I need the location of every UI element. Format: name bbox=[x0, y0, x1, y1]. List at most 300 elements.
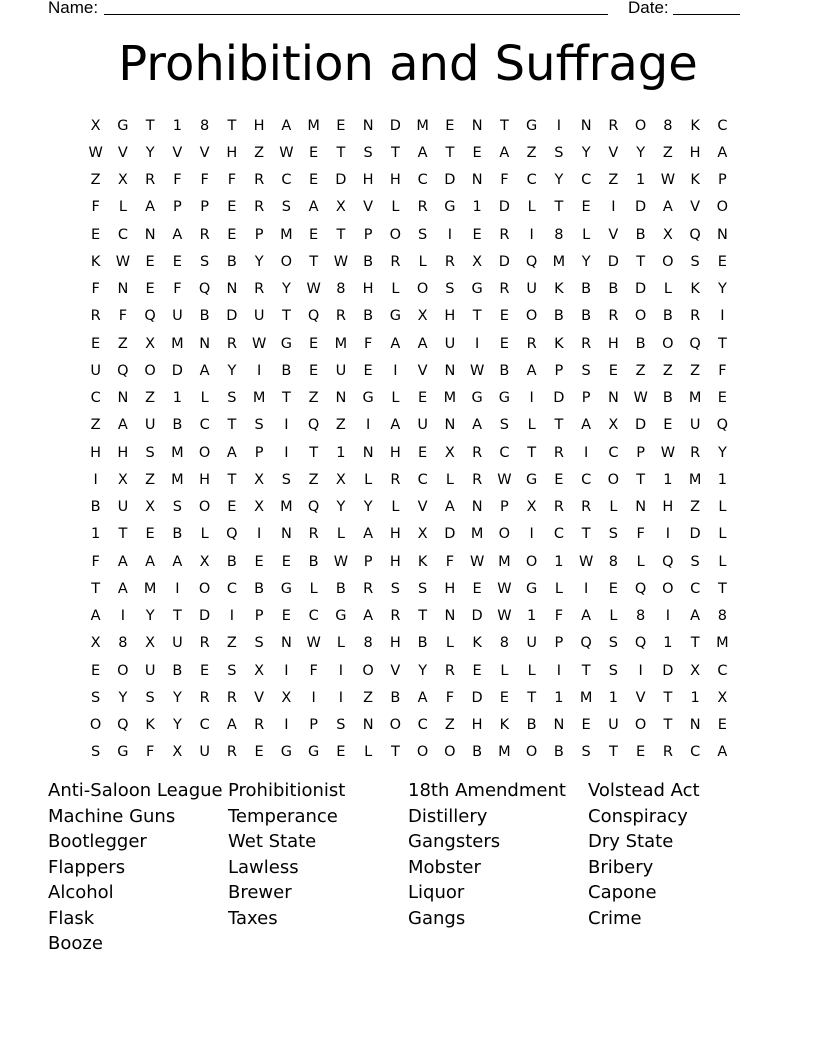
grid-letter: Z bbox=[90, 417, 101, 434]
grid-letter: O bbox=[716, 199, 729, 216]
grid-letter: Z bbox=[363, 689, 374, 706]
grid-letter: R bbox=[499, 281, 510, 298]
grid-letter: V bbox=[417, 499, 428, 516]
grid-letter: B bbox=[417, 635, 428, 652]
grid-letter: Z bbox=[526, 144, 537, 161]
grid-letter: H bbox=[389, 444, 401, 461]
grid-letter: V bbox=[635, 689, 646, 706]
grid-letter: Q bbox=[226, 526, 238, 543]
grid-letter: X bbox=[335, 471, 346, 488]
grid-letter: P bbox=[254, 226, 264, 243]
grid-letter: I bbox=[256, 362, 262, 379]
grid-letter: V bbox=[608, 226, 619, 243]
grid-letter: A bbox=[417, 689, 428, 706]
grid-letter: S bbox=[227, 390, 237, 407]
grid-letter: X bbox=[145, 499, 156, 516]
grid-letter: F bbox=[200, 172, 209, 189]
grid-letter: B bbox=[172, 662, 183, 679]
date-blank-line bbox=[673, 0, 740, 15]
grid-letter: P bbox=[554, 362, 564, 379]
grid-letter: F bbox=[91, 281, 100, 298]
grid-letter: T bbox=[554, 199, 564, 216]
grid-letter: W bbox=[306, 281, 321, 298]
grid-letter: T bbox=[445, 144, 455, 161]
grid-letter: Y bbox=[717, 444, 727, 461]
grid-letter: N bbox=[553, 717, 565, 734]
letter-grid bbox=[82, 112, 736, 766]
grid-letter: C bbox=[199, 717, 210, 734]
grid-letter: U bbox=[144, 417, 156, 434]
grid-letter: Y bbox=[227, 362, 237, 379]
grid-letter: G bbox=[471, 390, 483, 407]
grid-letter: R bbox=[690, 308, 701, 325]
grid-letter: R bbox=[199, 689, 210, 706]
grid-letter: N bbox=[144, 226, 156, 243]
grid-letter: Q bbox=[525, 253, 538, 270]
grid-letter: 1 bbox=[663, 635, 673, 652]
grid-letter: A bbox=[117, 417, 128, 434]
grid-letter: F bbox=[363, 335, 373, 352]
word-bank-item: Temperance bbox=[228, 805, 338, 827]
grid-letter: V bbox=[172, 144, 183, 161]
grid-letter: R bbox=[363, 580, 374, 597]
word-bank-item: Bootlegger bbox=[48, 831, 147, 852]
grid-letter: D bbox=[226, 308, 238, 325]
grid-letter: P bbox=[173, 199, 182, 216]
grid-letter: E bbox=[363, 362, 373, 379]
grid-letter: T bbox=[309, 444, 319, 461]
grid-letter: W bbox=[497, 608, 512, 625]
grid-letter: A bbox=[662, 199, 673, 216]
grid-letter: O bbox=[662, 580, 674, 597]
grid-letter: G bbox=[526, 471, 538, 488]
grid-letter: G bbox=[280, 335, 292, 352]
grid-letter: N bbox=[226, 281, 238, 298]
grid-letter: D bbox=[607, 253, 619, 270]
grid-letter: X bbox=[717, 689, 728, 706]
grid-letter: O bbox=[525, 308, 538, 325]
grid-letter: D bbox=[662, 662, 674, 679]
grid-letter: L bbox=[391, 199, 400, 216]
grid-letter: R bbox=[254, 172, 265, 189]
grid-letter: C bbox=[717, 117, 728, 134]
grid-letter: H bbox=[662, 499, 674, 516]
grid-letter: E bbox=[91, 662, 101, 679]
word-bank-item: Capone bbox=[588, 882, 657, 903]
grid-letter: M bbox=[470, 526, 484, 543]
grid-letter: T bbox=[717, 580, 727, 597]
grid-letter: Q bbox=[716, 417, 729, 434]
grid-letter: D bbox=[498, 199, 510, 216]
grid-letter: X bbox=[444, 444, 455, 461]
grid-letter: T bbox=[636, 471, 646, 488]
grid-letter: B bbox=[335, 580, 346, 597]
grid-letter: I bbox=[665, 608, 671, 625]
grid-letter: D bbox=[444, 172, 456, 189]
grid-letter: T bbox=[608, 744, 618, 761]
grid-letter: N bbox=[716, 226, 728, 243]
grid-letter: M bbox=[280, 226, 293, 243]
grid-letter: Y bbox=[145, 144, 155, 161]
grid-letter: Z bbox=[117, 335, 128, 352]
grid-letter: C bbox=[717, 662, 728, 679]
grid-letter: E bbox=[472, 144, 482, 161]
grid-letter: S bbox=[608, 526, 618, 543]
grid-letter: D bbox=[635, 417, 647, 434]
grid-letter: S bbox=[581, 744, 591, 761]
grid-letter: S bbox=[254, 417, 264, 434]
grid-letter: C bbox=[608, 444, 619, 461]
grid-letter: 8 bbox=[200, 117, 210, 134]
grid-letter: B bbox=[635, 335, 646, 352]
grid-letter: Y bbox=[581, 253, 591, 270]
grid-letter: S bbox=[554, 144, 564, 161]
grid-letter: H bbox=[90, 444, 102, 461]
grid-letter: C bbox=[581, 172, 592, 189]
grid-letter: E bbox=[145, 526, 155, 543]
grid-letter: D bbox=[471, 689, 483, 706]
word-bank-item: Wet State bbox=[228, 831, 317, 852]
grid-letter: R bbox=[581, 335, 592, 352]
grid-letter: 1 bbox=[608, 689, 618, 706]
grid-letter: A bbox=[199, 362, 210, 379]
grid-letter: T bbox=[309, 253, 319, 270]
grid-letter: 1 bbox=[91, 526, 101, 543]
grid-letter: D bbox=[635, 281, 647, 298]
grid-letter: B bbox=[226, 553, 237, 570]
grid-letter: E bbox=[499, 689, 509, 706]
grid-letter: F bbox=[445, 689, 455, 706]
grid-letter: N bbox=[117, 281, 129, 298]
grid-letter: E bbox=[227, 226, 237, 243]
grid-letter: X bbox=[281, 689, 292, 706]
grid-letter: N bbox=[280, 526, 292, 543]
grid-letter: T bbox=[663, 689, 673, 706]
grid-letter: Q bbox=[662, 553, 674, 570]
grid-letter: T bbox=[145, 117, 155, 134]
word-bank-item: Alcohol bbox=[48, 882, 114, 903]
grid-letter: T bbox=[227, 417, 237, 434]
grid-letter: E bbox=[91, 226, 101, 243]
word-bank-item: Brewer bbox=[228, 882, 292, 903]
grid-letter: F bbox=[145, 744, 155, 761]
grid-letter: T bbox=[690, 635, 700, 652]
grid-letter: L bbox=[500, 662, 509, 679]
grid-letter: T bbox=[581, 526, 591, 543]
grid-letter: I bbox=[338, 662, 344, 679]
grid-letter: I bbox=[556, 117, 562, 134]
grid-letter: R bbox=[335, 308, 346, 325]
grid-letter: Y bbox=[118, 689, 128, 706]
grid-letter: B bbox=[608, 281, 619, 298]
grid-letter: F bbox=[554, 608, 564, 625]
grid-letter: I bbox=[229, 608, 235, 625]
grid-letter: A bbox=[117, 553, 128, 570]
grid-letter: P bbox=[636, 444, 645, 461]
grid-letter: I bbox=[338, 689, 344, 706]
grid-letter: L bbox=[445, 635, 454, 652]
grid-letter: W bbox=[469, 553, 485, 570]
grid-letter: U bbox=[117, 499, 129, 516]
grid-letter: L bbox=[336, 635, 345, 652]
grid-letter: Q bbox=[634, 580, 647, 597]
grid-letter: L bbox=[309, 580, 318, 597]
grid-letter: D bbox=[498, 253, 510, 270]
grid-letter: F bbox=[636, 526, 645, 543]
page-title: Prohibition and Suffrage bbox=[118, 36, 698, 92]
grid-letter: S bbox=[227, 662, 237, 679]
grid-letter: X bbox=[117, 172, 128, 189]
grid-letter: B bbox=[308, 553, 319, 570]
grid-letter: T bbox=[227, 117, 237, 134]
grid-letter: T bbox=[527, 689, 537, 706]
grid-letter: I bbox=[720, 308, 725, 325]
grid-letter: T bbox=[91, 580, 101, 597]
grid-letter: E bbox=[309, 335, 319, 352]
grid-letter: G bbox=[389, 308, 401, 325]
grid-letter: Q bbox=[307, 499, 320, 516]
grid-letter: T bbox=[281, 390, 291, 407]
grid-letter: 1 bbox=[717, 471, 727, 488]
name-blank-line bbox=[104, 0, 608, 15]
grid-letter: Q bbox=[307, 308, 320, 325]
grid-letter: S bbox=[91, 689, 101, 706]
grid-letter: N bbox=[471, 172, 483, 189]
grid-letter: F bbox=[309, 662, 318, 679]
grid-letter: G bbox=[117, 744, 129, 761]
grid-letter: R bbox=[254, 717, 265, 734]
grid-letter: I bbox=[284, 717, 289, 734]
grid-letter: L bbox=[445, 471, 454, 488]
grid-letter: N bbox=[444, 417, 456, 434]
grid-letter: A bbox=[363, 526, 374, 543]
grid-letter: O bbox=[416, 744, 429, 761]
grid-letter: O bbox=[498, 526, 511, 543]
grid-letter: Z bbox=[662, 144, 673, 161]
grid-letter: W bbox=[497, 580, 512, 597]
grid-letter: W bbox=[469, 362, 485, 379]
grid-letter: N bbox=[444, 362, 456, 379]
word-bank-item: Anti-Saloon League bbox=[48, 780, 223, 801]
grid-letter: A bbox=[417, 335, 428, 352]
grid-letter: T bbox=[472, 308, 482, 325]
grid-letter: E bbox=[309, 144, 319, 161]
grid-letter: T bbox=[281, 308, 291, 325]
grid-letter: R bbox=[226, 744, 237, 761]
grid-letter: T bbox=[336, 226, 346, 243]
grid-letter: L bbox=[663, 281, 672, 298]
grid-letter: I bbox=[529, 526, 534, 543]
grid-letter: B bbox=[226, 253, 237, 270]
grid-letter: N bbox=[471, 117, 483, 134]
grid-letter: B bbox=[662, 390, 673, 407]
grid-letter: G bbox=[280, 580, 292, 597]
grid-letter: 1 bbox=[663, 471, 673, 488]
grid-letter: O bbox=[198, 499, 211, 516]
grid-letter: T bbox=[118, 526, 128, 543]
grid-letter: E bbox=[717, 717, 727, 734]
grid-letter: E bbox=[472, 580, 482, 597]
grid-letter: Y bbox=[418, 662, 428, 679]
grid-letter: W bbox=[333, 253, 349, 270]
grid-letter: W bbox=[578, 553, 594, 570]
grid-letter: E bbox=[227, 199, 237, 216]
grid-letter: R bbox=[254, 199, 265, 216]
word-bank-item: Flappers bbox=[48, 856, 126, 878]
grid-letter: N bbox=[335, 390, 347, 407]
grid-letter: H bbox=[471, 717, 483, 734]
grid-letter: E bbox=[581, 199, 591, 216]
grid-letter: 8 bbox=[663, 117, 673, 134]
grid-letter: M bbox=[171, 335, 184, 352]
grid-letter: L bbox=[527, 662, 536, 679]
grid-letter: Z bbox=[635, 362, 646, 379]
grid-letter: E bbox=[581, 717, 591, 734]
grid-letter: S bbox=[690, 253, 700, 270]
grid-letter: E bbox=[281, 608, 291, 625]
grid-letter: G bbox=[526, 580, 538, 597]
grid-letter: A bbox=[690, 608, 701, 625]
grid-letter: T bbox=[418, 608, 428, 625]
grid-letter: I bbox=[120, 608, 126, 625]
grid-letter: M bbox=[443, 390, 457, 407]
grid-letter: U bbox=[689, 417, 701, 434]
grid-letter: M bbox=[171, 444, 184, 461]
grid-letter: A bbox=[717, 744, 728, 761]
grid-letter: C bbox=[417, 172, 428, 189]
grid-letter: Y bbox=[254, 253, 264, 270]
grid-letter: H bbox=[607, 335, 619, 352]
grid-letter: M bbox=[498, 553, 511, 570]
grid-letter: R bbox=[608, 308, 619, 325]
grid-letter: S bbox=[363, 144, 373, 161]
grid-letter: L bbox=[391, 499, 400, 516]
grid-letter: Q bbox=[634, 635, 647, 652]
grid-letter: T bbox=[227, 471, 237, 488]
grid-letter: C bbox=[553, 526, 564, 543]
grid-letter: L bbox=[609, 499, 618, 516]
grid-letter: R bbox=[226, 335, 237, 352]
grid-letter: N bbox=[635, 499, 647, 516]
grid-letter: 8 bbox=[636, 608, 646, 625]
grid-letter: L bbox=[364, 471, 373, 488]
grid-letter: R bbox=[526, 335, 537, 352]
grid-letter: C bbox=[581, 471, 592, 488]
grid-letter: X bbox=[90, 635, 101, 652]
word-bank-item: Lawless bbox=[228, 856, 299, 878]
grid-letter: Q bbox=[117, 717, 129, 734]
grid-letter: P bbox=[254, 444, 264, 461]
grid-letter: O bbox=[662, 253, 674, 270]
grid-letter: Z bbox=[90, 172, 101, 189]
word-bank-item: Volstead Act bbox=[588, 780, 700, 801]
grid-letter: K bbox=[499, 717, 510, 734]
grid-letter: L bbox=[391, 281, 400, 298]
grid-letter: B bbox=[363, 253, 374, 270]
grid-letter: O bbox=[634, 717, 647, 734]
grid-letter: Z bbox=[662, 362, 673, 379]
grid-letter: P bbox=[718, 172, 727, 189]
grid-letter: M bbox=[688, 471, 702, 488]
grid-letter: C bbox=[226, 580, 237, 597]
grid-letter: R bbox=[390, 471, 401, 488]
grid-letter: O bbox=[198, 580, 211, 597]
grid-letter: T bbox=[717, 335, 727, 352]
grid-letter: 8 bbox=[363, 635, 373, 652]
grid-letter: D bbox=[199, 608, 211, 625]
grid-letter: E bbox=[717, 253, 727, 270]
grid-letter: E bbox=[254, 744, 264, 761]
grid-letter: I bbox=[556, 662, 562, 679]
grid-letter: H bbox=[389, 526, 401, 543]
grid-letter: U bbox=[253, 308, 265, 325]
grid-letter: L bbox=[554, 580, 563, 597]
grid-letter: D bbox=[635, 199, 647, 216]
grid-letter: Z bbox=[254, 144, 265, 161]
grid-letter: I bbox=[365, 417, 371, 434]
grid-letter: L bbox=[718, 499, 727, 516]
word-bank-item: 18th Amendment bbox=[408, 780, 566, 801]
grid-letter: D bbox=[171, 362, 183, 379]
grid-letter: L bbox=[609, 608, 618, 625]
grid-letter: F bbox=[91, 199, 100, 216]
grid-letter: S bbox=[390, 580, 400, 597]
grid-letter: N bbox=[580, 117, 592, 134]
grid-letter: R bbox=[444, 253, 455, 270]
grid-letter: B bbox=[526, 717, 537, 734]
grid-letter: A bbox=[499, 144, 510, 161]
grid-letter: E bbox=[309, 226, 319, 243]
grid-letter: T bbox=[390, 144, 400, 161]
grid-letter: 1 bbox=[690, 689, 700, 706]
grid-letter: K bbox=[690, 172, 700, 189]
header bbox=[48, 0, 748, 20]
grid-letter: K bbox=[472, 635, 482, 652]
grid-letter: R bbox=[444, 662, 455, 679]
grid-letter: 1 bbox=[527, 608, 537, 625]
grid-letter: 1 bbox=[472, 199, 482, 216]
grid-letter: N bbox=[471, 499, 483, 516]
grid-letter: L bbox=[718, 526, 727, 543]
grid-letter: X bbox=[335, 199, 346, 216]
word-bank bbox=[48, 778, 768, 957]
grid-letter: R bbox=[472, 444, 483, 461]
grid-letter: K bbox=[417, 553, 428, 570]
grid-letter: A bbox=[226, 444, 237, 461]
grid-letter: S bbox=[336, 717, 346, 734]
grid-letter: I bbox=[583, 580, 589, 597]
grid-letter: E bbox=[309, 362, 319, 379]
grid-letter: C bbox=[417, 717, 428, 734]
grid-letter: 1 bbox=[172, 390, 182, 407]
grid-letter: B bbox=[363, 308, 374, 325]
grid-letter: C bbox=[417, 471, 428, 488]
grid-letter: C bbox=[499, 444, 510, 461]
grid-letter: G bbox=[471, 281, 483, 298]
grid-letter: Q bbox=[689, 226, 701, 243]
grid-letter: Y bbox=[172, 717, 182, 734]
grid-letter: A bbox=[117, 580, 128, 597]
grid-letter: L bbox=[200, 526, 209, 543]
grid-letter: L bbox=[391, 390, 400, 407]
grid-letter: Y bbox=[336, 499, 346, 516]
word-bank-item: Conspiracy bbox=[588, 805, 688, 827]
grid-letter: N bbox=[362, 117, 374, 134]
grid-letter: I bbox=[665, 526, 671, 543]
grid-letter: Q bbox=[689, 335, 701, 352]
word-bank-item: Gangs bbox=[408, 907, 466, 929]
grid-letter: V bbox=[363, 199, 374, 216]
